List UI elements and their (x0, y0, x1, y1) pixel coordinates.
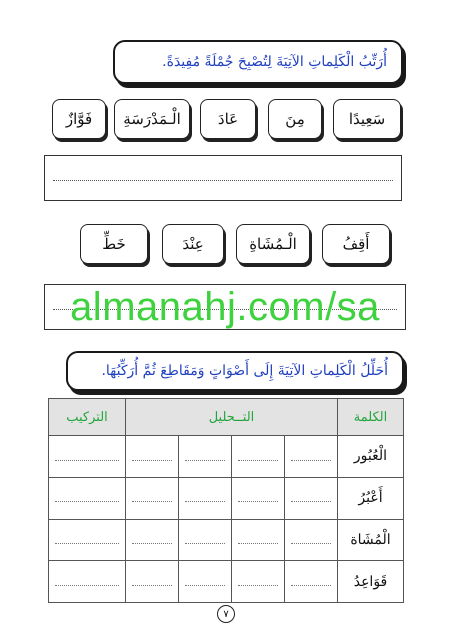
analysis-cell[interactable] (285, 519, 338, 561)
table-row (49, 477, 404, 519)
table-row (49, 436, 404, 478)
word-card[interactable]: عِنْدَ (162, 224, 224, 264)
instruction-box-reorder (113, 40, 403, 84)
header-synthesis: التركيب (49, 399, 126, 436)
answer-box-1[interactable] (44, 155, 402, 201)
word-card[interactable]: سَعِيدًا (333, 99, 401, 139)
analysis-cell[interactable] (125, 436, 178, 478)
word-card[interactable]: الْـمُشَاةِ (236, 224, 310, 264)
instruction-text-reorder: أُرَتِّبُ الْكَلِماتِ الآتِيَةَ لِتُصْبِحَ جُمْلَةً مُفِيدَةً. (162, 54, 387, 70)
word-cell: الْمُشَاة (338, 519, 404, 561)
word-card[interactable]: عَادَ (200, 99, 256, 139)
word-cell: أَعْبُرُ (338, 477, 404, 519)
analysis-cell[interactable] (125, 477, 178, 519)
answer-line (53, 180, 393, 181)
analysis-cell[interactable] (179, 561, 232, 603)
analysis-cell[interactable] (285, 561, 338, 603)
instruction-box-analyze (66, 351, 404, 391)
analysis-cell[interactable] (179, 436, 232, 478)
table-row (49, 561, 404, 603)
word-card[interactable]: فَوَّازٌ (52, 99, 106, 139)
analysis-cell[interactable] (125, 519, 178, 561)
synthesis-cell[interactable] (49, 561, 126, 603)
word-card[interactable]: أَقِفُ (322, 224, 390, 264)
word-card[interactable]: مِنَ (268, 99, 322, 139)
header-word: الكلمة (338, 399, 404, 436)
table-header-row (49, 399, 404, 436)
analysis-cell[interactable] (285, 436, 338, 478)
table-row (49, 519, 404, 561)
analysis-cell[interactable] (179, 477, 232, 519)
analysis-table-wrap (48, 398, 404, 603)
word-cell: الْعُبُور (338, 436, 404, 478)
synthesis-cell[interactable] (49, 477, 126, 519)
word-card[interactable]: الْـمَدْرَسَةِ (114, 99, 190, 139)
header-analysis: التــحليل (125, 399, 337, 436)
analysis-cell[interactable] (232, 561, 285, 603)
analysis-cell[interactable] (232, 519, 285, 561)
analysis-table (48, 398, 404, 603)
analysis-cell[interactable] (232, 436, 285, 478)
analysis-cell[interactable] (179, 519, 232, 561)
watermark: almanahj.com/sa (70, 285, 380, 329)
analysis-cell[interactable] (125, 561, 178, 603)
synthesis-cell[interactable] (49, 436, 126, 478)
analysis-cell[interactable] (232, 477, 285, 519)
analysis-cell[interactable] (285, 477, 338, 519)
synthesis-cell[interactable] (49, 519, 126, 561)
word-cell: قَوَاعِدُ (338, 561, 404, 603)
word-card[interactable]: خَطِّ (80, 224, 148, 264)
page-number: ٧ (217, 605, 235, 623)
instruction-text-analyze: أُحَلِّلُ الْكَلِماتِ الآتِيَةَ إِلَى أَصْوَاتٍ وَمَقَاطِعَ ثُمَّ أُرَكِّبُهَا. (101, 363, 388, 379)
